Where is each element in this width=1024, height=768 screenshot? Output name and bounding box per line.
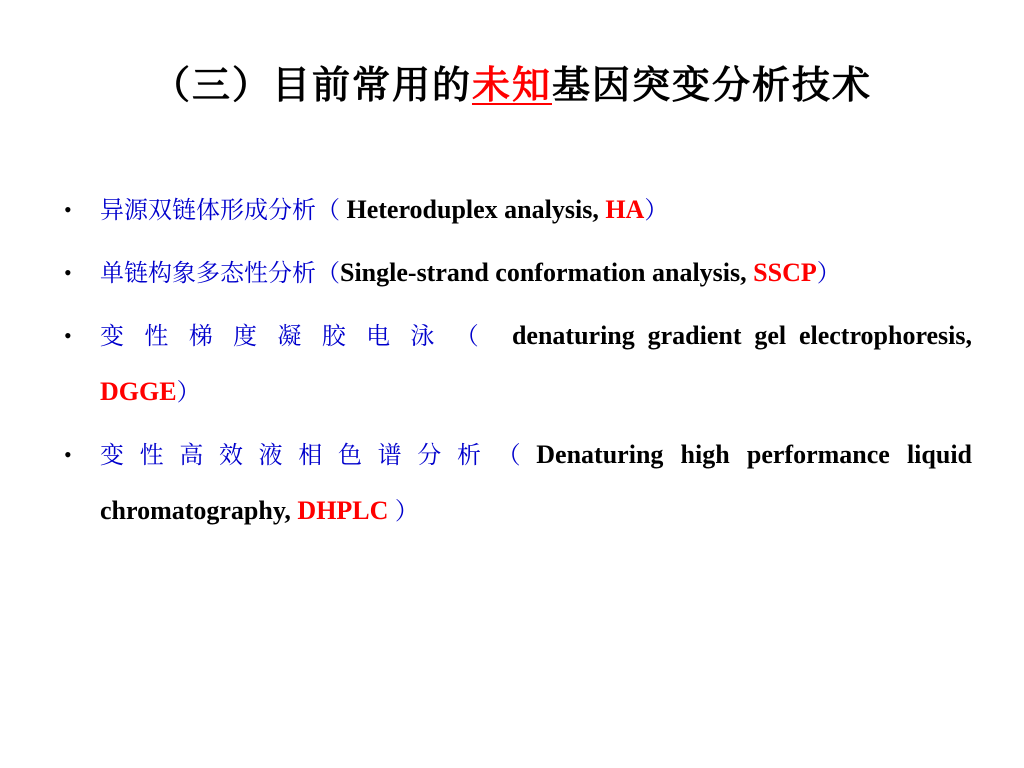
item-abbreviation: SSCP	[753, 258, 817, 287]
item-english-label: Denaturing high performance liquid chromatography,	[100, 440, 973, 525]
bullet-dot: •	[64, 323, 72, 348]
title-highlight: 未知	[471, 62, 552, 107]
item-english-label: Heteroduplex analysis,	[346, 195, 599, 224]
bullet-list	[62, 182, 972, 546]
item-close-paren: ）	[816, 259, 841, 287]
item-chinese-label: 变性梯度凝胶电泳（	[100, 322, 500, 350]
bullet-dot: •	[64, 442, 72, 467]
item-close-paren: ）	[394, 497, 419, 525]
item-english-label: Single-strand conformation analysis,	[340, 258, 747, 287]
item-abbreviation: DGGE	[100, 377, 177, 406]
slide-title	[0, 62, 1024, 108]
title-prefix: （三）目前常用的	[151, 62, 472, 107]
bullet-item-sscp	[62, 245, 972, 301]
item-chinese-label: 异源双链体形成分析（	[100, 196, 340, 224]
item-chinese-label: 单链构象多态性分析（	[100, 259, 340, 287]
title-suffix: 基因突变分析技术	[552, 62, 873, 107]
bullet-item-dgge	[62, 308, 972, 420]
bullet-dot: •	[64, 260, 72, 285]
bullet-item-ha	[62, 182, 972, 238]
item-abbreviation: DHPLC	[297, 496, 389, 525]
item-abbreviation: HA	[605, 195, 645, 224]
item-english-label: denaturing gradient gel electrophoresis,	[511, 321, 973, 350]
item-close-paren: ）	[176, 378, 201, 406]
item-chinese-label: 变性高效液相色谱分析（	[100, 441, 537, 469]
bullet-item-dhplc	[62, 427, 972, 539]
bullet-dot: •	[64, 197, 72, 222]
item-close-paren: ）	[644, 196, 669, 224]
